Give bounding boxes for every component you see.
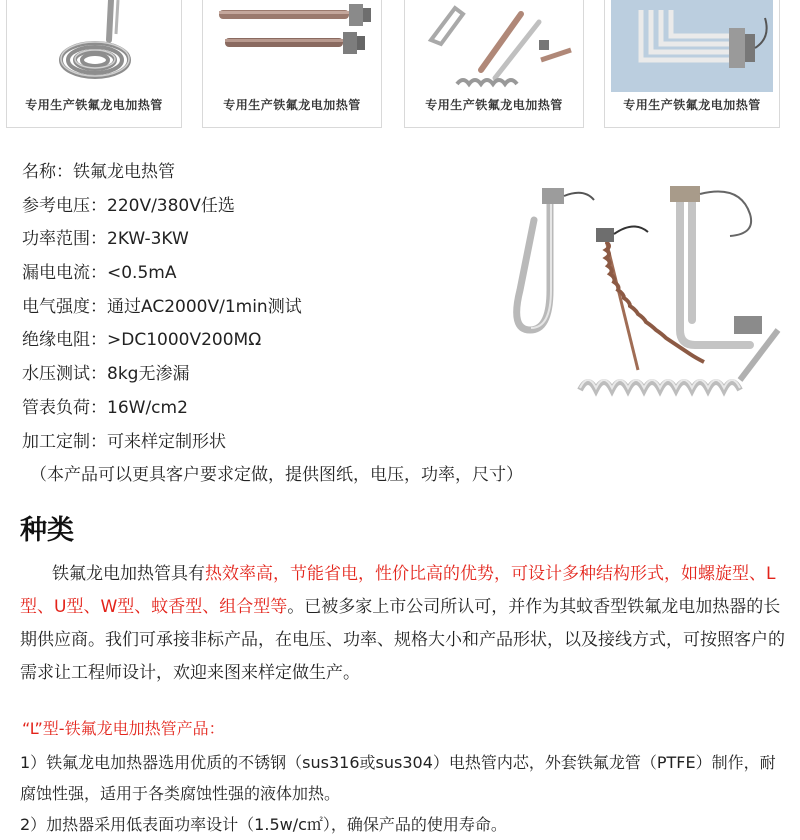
section-heading: 种类 bbox=[20, 515, 74, 546]
product-subtitle: “L”型-铁氟龙电加热管产品： bbox=[22, 719, 225, 738]
l-type-heater-photo bbox=[611, 0, 773, 92]
coil-heater-photo bbox=[13, 0, 175, 92]
spec-item: 名称：铁氟龙电热管 bbox=[22, 162, 175, 182]
product-gallery bbox=[0, 0, 800, 130]
gallery-caption: 专用生产铁氟龙电加热管 bbox=[623, 98, 761, 112]
para-highlight: 热效率高，节能省电，性价比高的优势，可设计多种结构形式，如螺旋型、L型、U型、W型、蚊香型、组合型等 bbox=[20, 564, 776, 617]
spec-item: 绝缘电阻：>DC1000V200MΩ bbox=[22, 330, 262, 351]
spec-item: 电气强度：通过AC2000V/1min测试 bbox=[22, 296, 302, 317]
gallery-card[interactable] bbox=[604, 0, 780, 128]
spec-item: 加工定制：可来样定制形状 bbox=[22, 431, 226, 452]
spec-item: 功率范围：2KW-3KW bbox=[22, 229, 189, 250]
description-paragraph bbox=[20, 558, 785, 690]
gallery-card[interactable] bbox=[404, 0, 584, 128]
spec-item: 水压测试：8kg无渗漏 bbox=[22, 364, 190, 385]
list-item: 2）加热器采用低表面功率设计（1.5w/c㎡），确保产品的使用寿命。 bbox=[20, 815, 507, 834]
gallery-caption: 专用生产铁氟龙电加热管 bbox=[223, 98, 361, 112]
para-start: 铁氟龙电加热管具有 bbox=[52, 564, 205, 584]
gallery-card[interactable] bbox=[202, 0, 382, 128]
feature-list bbox=[20, 747, 785, 840]
spec-item: 管表负荷：16W/cm2 bbox=[22, 397, 188, 418]
gallery-caption: 专用生产铁氟龙电加热管 bbox=[25, 98, 163, 112]
spec-note: （本产品可以更具客户要求定做，提供图纸，电压，功率，尺寸） bbox=[30, 465, 523, 486]
spec-item: 漏电电流：<0.5mA bbox=[22, 263, 177, 284]
spec-item: 参考电压：220V/380V任选 bbox=[22, 195, 235, 216]
gallery-card[interactable] bbox=[6, 0, 182, 128]
assorted-heater-photo bbox=[411, 0, 577, 92]
straight-heater-photo bbox=[209, 0, 375, 92]
product-hero-photo bbox=[510, 180, 790, 420]
list-item: 1）铁氟龙电加热器选用优质的不锈钢（sus316或sus304）电热管内芯，外套铁氟龙管（PTFE）制作，耐腐蚀性强，适用于各类腐蚀性强的液体加热。 bbox=[20, 753, 776, 803]
para-end: 。已被多家上市公司所认可，并作为其蚊香型铁氟龙电加热器的长期供应商。我们可承接非标产品，在电压、功率、规格大小和产品形状，以及接线方式，可按照客户的需求让工程师设计，欢迎来图来样定做生产。 bbox=[20, 597, 785, 683]
gallery-caption: 专用生产铁氟龙电加热管 bbox=[425, 98, 563, 112]
spec-list bbox=[22, 156, 523, 493]
